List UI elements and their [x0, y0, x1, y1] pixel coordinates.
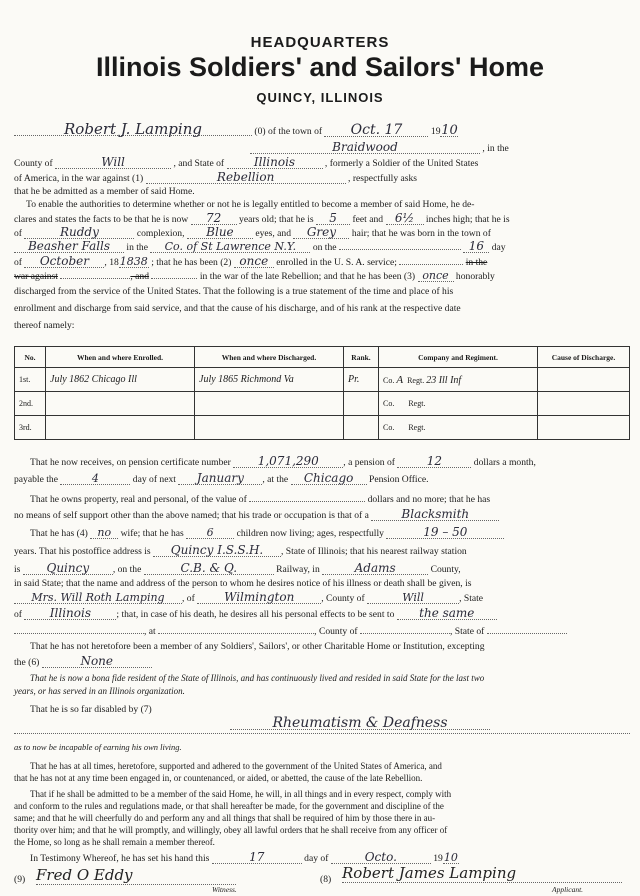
label-county: County of [14, 158, 53, 169]
year-prefix: 19 [433, 853, 443, 864]
line-discharge [14, 269, 630, 283]
label-station: , State of Illinois; that his nearest railway station [281, 546, 467, 557]
row-discharged: July 1865 Richmond Va [195, 368, 344, 392]
label-and-struck: , and [130, 271, 150, 282]
line-county-state [14, 157, 630, 170]
blank [14, 624, 144, 634]
label-feet: feet and [352, 214, 384, 225]
row-rank: Pr. [344, 368, 379, 392]
line-enable: To enable the authorities to determine whether or not he is legally entitled to become a member of said Home, he de- [26, 199, 475, 210]
header-location: QUINCY, ILLINOIS [256, 90, 384, 105]
label-state-of: , State of [450, 626, 485, 637]
label-testimony: In Testimony Whereof, he has set his hand this [30, 853, 210, 864]
effects-to-field: the same [397, 608, 497, 620]
railway-county-field: Adams [322, 563, 428, 575]
certificate-field: 1,071,290 [233, 456, 343, 468]
row-no: 2nd. [15, 392, 46, 416]
row-cause [538, 416, 630, 440]
label-no-more: dollars and no more; that he has [367, 494, 491, 505]
line-admitted: that he be admitted as a member of said Home. [14, 186, 195, 197]
label-town: (0) of the town of [254, 126, 323, 137]
table-row [15, 368, 630, 392]
label-pension-office: Pension Office. [369, 474, 429, 485]
except-field: None [42, 656, 152, 668]
col-cause: Cause of Discharge. [538, 347, 630, 368]
label-late-rebellion: in the war of the late Rebellion; and that he has been (3) [199, 271, 416, 282]
table-header-row [15, 347, 630, 368]
col-discharged: When and where Discharged. [195, 347, 344, 368]
wife-field: no [90, 527, 118, 539]
witness-label: Witness. [212, 885, 237, 894]
col-no: No. [15, 347, 46, 368]
blank [158, 624, 314, 634]
county-field: Will [55, 157, 171, 169]
row-enrolled: July 1862 Chicago Ill [46, 368, 195, 392]
line-notify-intro: in said State; that the name and address of the person to whom he desires notice of his illness or death shall be given, is [14, 578, 472, 589]
row-rank [344, 392, 379, 416]
label-of: of [14, 228, 22, 239]
label-enrolled: enrolled in the U. S. A. service; [276, 257, 397, 268]
table-row [15, 416, 630, 440]
address-field: Quincy I.S.S.H. [153, 545, 281, 557]
label-soldier: , formerly a Soldier of the United States [324, 158, 479, 169]
payable-month-field: January [178, 473, 262, 485]
row-company [379, 416, 538, 440]
line-oath-2d: thority over him; and that he will promptly, and willingly, obey all lawful orders that he shall receive from any officer of [14, 825, 448, 835]
row-cause [538, 368, 630, 392]
hair-field: Grey [293, 227, 349, 239]
line-oath-2b: and conform to the rules and regulations made, or that shall hereafter be made, for the government and discipline of the [14, 801, 444, 811]
header-headquarters: HEADQUARTERS [250, 34, 390, 51]
label-at-the: , at the [262, 474, 289, 485]
applicant-signature: Robert James Lamping [342, 864, 622, 883]
notify-state-field: Illinois [24, 608, 116, 620]
age-field: 72 [191, 213, 237, 225]
label-against: against (1) [102, 173, 144, 184]
label-honorably: honorably [455, 271, 495, 282]
line-pension [14, 456, 640, 469]
line-effects-address [14, 624, 630, 638]
line-oath-1b: that he has not at any time been engaged in, or countenanced, or aided, or abetted, the cause of the late Rebellion. [14, 773, 423, 783]
label-eyes: eyes, and [255, 228, 292, 239]
state-field: Illinois [227, 157, 323, 169]
row-enrolled [46, 392, 195, 416]
label-pension-cert: That he now receives, on pension certificate number [30, 457, 231, 468]
line-name-date [14, 120, 630, 138]
regt-value: 23 Ill Inf [426, 374, 462, 386]
height-feet-field: 5 [316, 213, 350, 225]
applicant-number: (8) [320, 874, 332, 885]
label-18: , 18 [104, 257, 119, 268]
line-effects [14, 608, 630, 621]
blank [360, 624, 450, 634]
applicant-label: Applicant. [552, 885, 584, 894]
blank [249, 492, 365, 502]
label-has: That he has (4) [30, 528, 88, 539]
children-field: 6 [186, 527, 234, 539]
label-ages: children now living; ages, respectfully [236, 528, 384, 539]
label-complexion: complexion, [136, 228, 185, 239]
label-of: of [14, 257, 22, 268]
blank [60, 269, 130, 279]
blank [487, 624, 567, 634]
line-birthdate [14, 255, 630, 269]
label-property: That he owns property, real and personal, of the value of [30, 494, 247, 505]
pension-office-field: Chicago [291, 473, 367, 485]
year-prefix: 19 [430, 126, 441, 137]
label-county-of: , County of [321, 593, 365, 604]
label-state: , State [459, 593, 484, 604]
label-asks: , respectfully asks [348, 173, 418, 184]
ages-field: 19 – 50 [386, 527, 504, 539]
col-rank: Rank. [344, 347, 379, 368]
line-war [14, 172, 630, 185]
birth-day-field: 16 [463, 241, 489, 253]
line-address [14, 545, 630, 558]
label-county: County, [430, 564, 461, 575]
label-in-the-struck: in the [465, 257, 488, 268]
label-of: , of [182, 593, 195, 604]
testimony-year-field: 10 [443, 851, 458, 864]
label-years-old: years old; that he is [239, 214, 314, 225]
label-now: clares and states the facts to be that he is now [14, 214, 189, 225]
blank-line [14, 733, 630, 734]
line-trade [14, 509, 630, 522]
regt-label: Regt. [408, 399, 426, 408]
blank [399, 255, 463, 265]
regt-label: Regt. [408, 423, 426, 432]
station-field: Quincy [23, 563, 113, 575]
label-hair: hair; that he was born in the town of [351, 228, 491, 239]
line-family [14, 527, 640, 540]
line-railway [14, 563, 630, 576]
notify-county-field: Will [367, 592, 459, 604]
row-discharged [195, 392, 344, 416]
line-oath-2c: same; and that he will cheerfully do and perform any and all things that shall be required of him by those there in au- [14, 813, 436, 823]
line-oath-1: That he has at all times, heretofore, supported and adhered to the government of the United States of America, and [30, 761, 442, 771]
witness-block [14, 864, 314, 892]
co-value: A [396, 373, 404, 386]
col-enrolled: When and where Enrolled. [46, 347, 195, 368]
payable-day-field: 4 [60, 473, 130, 485]
birth-year-field: 1838 [119, 255, 148, 268]
date-field: Oct. 17 [324, 125, 428, 137]
line-birthplace [14, 241, 630, 254]
label-disabled: That he is so far disabled by (7) [30, 704, 152, 715]
line-discharged: discharged from the service of the United States. That the following is a true statement of the time and place of his [14, 286, 454, 297]
label-at: , at [144, 626, 156, 637]
row-discharged [195, 416, 344, 440]
line-resident: That he is now a bona fide resident of the State of Illinois, and has continuously lived and resided in said State for the last two [30, 673, 485, 683]
label-in-the: in the [126, 242, 148, 253]
label-has-been: ; that he has been (2) [151, 257, 232, 268]
label-payable: payable the [14, 474, 58, 485]
eyes-field: Blue [187, 227, 253, 239]
label-is: is [14, 564, 21, 575]
label-the-6: the (6) [14, 657, 40, 668]
town-field: Braidwood [250, 142, 480, 154]
regt-label: Regt. [407, 375, 425, 385]
year-field: 10 [441, 123, 458, 138]
birth-county-field: Co. of St Lawrence N.Y. [150, 241, 310, 253]
label-on-the: , on the [112, 564, 142, 575]
label-day-of-next: day of next [132, 474, 176, 485]
applicant-name-field: Robert J. Lamping [14, 124, 252, 136]
row-rank [344, 416, 379, 440]
complexion-field: Ruddy [24, 227, 134, 239]
label-wife: wife; that he has [120, 528, 184, 539]
page-title: Illinois Soldiers' and Sailors' Home [96, 52, 544, 82]
war-field: Rebellion [146, 172, 346, 184]
label-dollars-month: dollars a month, [473, 457, 536, 468]
line-oath-2e: the Home, so long as he shall remain a member thereof. [14, 837, 215, 847]
line-notify [14, 592, 630, 605]
testimony-month-field: Octo. [331, 852, 431, 864]
notify-town-field: Wilmington [197, 592, 321, 604]
pension-amount-field: 12 [397, 456, 471, 468]
label-postoffice: years. That his postoffice address is [14, 546, 151, 557]
service-table [14, 346, 630, 440]
line-namely: thereof namely: [14, 320, 75, 331]
label-in-the: , in the [482, 143, 509, 154]
witness-signature: Fred O Eddy [36, 866, 236, 885]
line-incapable: as to now be incapable of earning his own living. [14, 742, 182, 752]
label-effects: ; that, in case of his death, he desires all his personal effects to be sent to [116, 609, 395, 620]
height-inches-field: 6½ [386, 213, 424, 225]
testimony-day-field: 17 [212, 852, 302, 864]
label-day-of: day of [304, 853, 329, 864]
label-inches: inches high; that he is [425, 214, 510, 225]
birth-month-field: October [24, 256, 104, 268]
line-member: That he has not heretofore been a member of any Soldiers', Sailors', or other Charitable Home or Institution, excepting [30, 641, 485, 652]
line-disability [230, 715, 610, 731]
line-town [250, 142, 630, 155]
line-property [14, 492, 640, 506]
label-pension-of: , a pension of [343, 457, 395, 468]
label-day: day [491, 242, 506, 253]
line-payable [14, 473, 630, 486]
notify-name-field: Mrs. Will Roth Lamping [14, 592, 182, 604]
co-label: Co. [383, 375, 395, 385]
line-enrollment: enrollment and discharge from said service, and that the cause of his discharge, and of his rank at the respective date [14, 303, 461, 314]
witness-number: (9) [14, 874, 26, 885]
railway-field: C.B. & Q. [144, 563, 274, 575]
applicant-block [320, 864, 626, 892]
label-state: , and State of [173, 158, 225, 169]
row-enrolled [46, 416, 195, 440]
row-no: 1st. [15, 368, 46, 392]
label-trade: no means of self support other than the above named; that his trade or occupation is that of a [14, 510, 369, 521]
line-resident-2: years, or has served in an Illinois organization. [14, 686, 185, 696]
line-except [14, 656, 630, 669]
disability-field: Rheumatism & Deafness [230, 718, 490, 730]
row-company [379, 392, 538, 416]
times-discharged-field: once [418, 270, 454, 282]
trade-field: Blacksmith [371, 509, 499, 521]
row-company [379, 368, 538, 392]
table-row [15, 392, 630, 416]
line-oath-2: That if he shall be admitted to be a member of the said Home, he will, in all things and in every respect, comply with [30, 789, 452, 799]
co-label: Co. [383, 423, 395, 432]
label-of: of [14, 609, 22, 620]
label-county-of: , County of [314, 626, 358, 637]
label-railway-in: Railway, in [276, 564, 320, 575]
label-on-the: on the [312, 242, 337, 253]
times-enrolled-field: once [234, 256, 274, 268]
col-company: Company and Regiment. [379, 347, 538, 368]
co-label: Co. [383, 399, 395, 408]
birth-town-field: Beasher Falls [14, 241, 124, 253]
label-war-against-struck: war against [14, 271, 58, 282]
row-no: 3rd. [15, 416, 46, 440]
blank [339, 249, 461, 250]
row-cause [538, 392, 630, 416]
blank [151, 269, 197, 279]
label-war: of America, in the war [14, 173, 101, 184]
